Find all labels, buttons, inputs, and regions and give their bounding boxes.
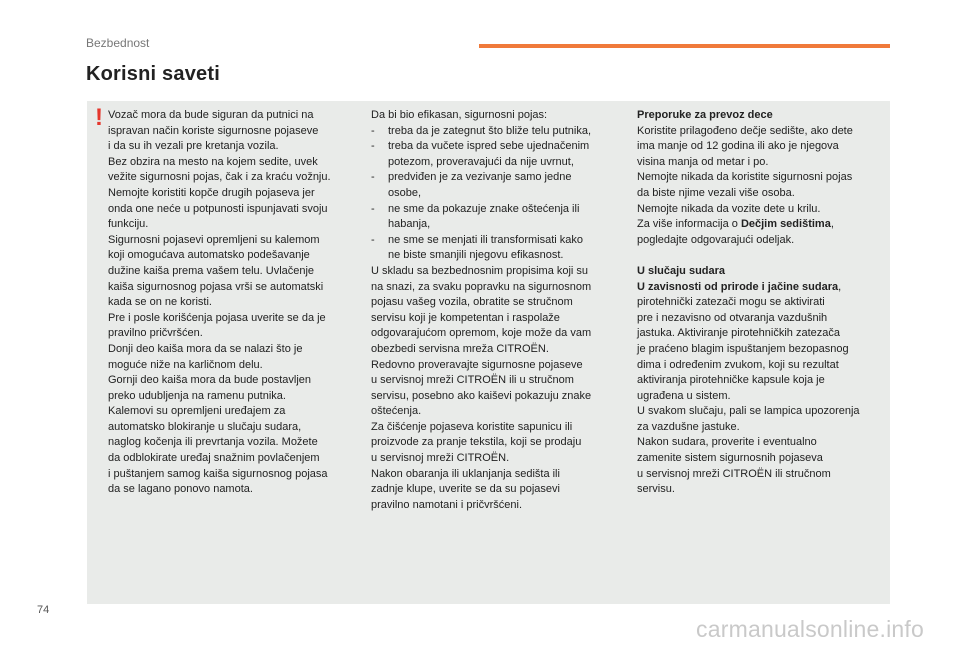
text-line: zamenite sistem sigurnosnih pojaseva bbox=[637, 452, 823, 465]
crash-lead bbox=[637, 280, 882, 296]
page-title: Korisni saveti bbox=[86, 63, 220, 85]
text-line: oštećenja. bbox=[371, 405, 422, 418]
text-line: i da su ih vezali pre kretanja vozila. bbox=[108, 140, 279, 153]
text-line: Za čišćenje pojaseva koristite sapunicu ili bbox=[371, 420, 573, 433]
text-line: dužine kaiša prema vašem telu. Uvlačenje bbox=[108, 264, 315, 277]
bullet-line: potezom, proveravajući da nije uvrnut, bbox=[388, 155, 574, 168]
text-line: Nemojte nikada da vozite dete u krilu. bbox=[637, 202, 821, 215]
bullet-line: treba da je zategnut što bliže telu putnika, bbox=[388, 124, 592, 137]
section-label: Bezbednost bbox=[86, 36, 150, 50]
bullet-item bbox=[371, 139, 621, 170]
bullet-line: treba da vučete ispred sebe ujednačenim bbox=[388, 140, 590, 153]
text-line: na snazi, za svaku popravku na sigurnosnom bbox=[371, 280, 592, 293]
text-line: obezbedi servisna mreža CITROËN. bbox=[371, 342, 549, 355]
column-seat-belt-warning bbox=[108, 108, 358, 498]
text-line: servisu, posebno ako kaiševi pokazuju znake bbox=[371, 389, 592, 402]
text-line: proizvode za pranje tekstila, koji se prodaju bbox=[371, 436, 582, 449]
text-line: Donji deo kaiša mora da se nalazi što je bbox=[108, 342, 303, 355]
bullet-line: predviđen je za vezivanje samo jedne bbox=[388, 171, 572, 184]
subheading-crash: U slučaju sudara bbox=[637, 264, 726, 277]
intro-text: Da bi bio efikasan, sigurnosni pojas: bbox=[371, 109, 548, 121]
text-line: pirotehnički zatezači mogu se aktivirati bbox=[637, 296, 825, 309]
text-line: za vazdušne jastuke. bbox=[637, 420, 740, 433]
text-line: vežite sigurnosni pojas, čak i za kraću vožnju. bbox=[108, 171, 331, 184]
text-line: da se lagano ponovo namota. bbox=[108, 483, 253, 496]
bullet-line: ne sme se menjati ili transformisati kako bbox=[388, 233, 584, 246]
text-line: je praćeno blagim ispuštanjem bezopasnog bbox=[637, 342, 849, 355]
dash-marker: - bbox=[371, 233, 375, 246]
exclamation-warning-icon: ! bbox=[95, 104, 103, 131]
bullet-line: ne sme da pokazuje znake oštećenja ili bbox=[388, 202, 580, 215]
text-line: U skladu sa bezbednosnim propisima koji su bbox=[371, 264, 589, 277]
text-line: Koristite prilagođeno dečje sedište, ako dete bbox=[637, 124, 853, 137]
dash-marker: - bbox=[371, 202, 375, 215]
text-line: onda one neće u potpunosti ispunjavati svoju bbox=[108, 202, 328, 215]
bullet-item bbox=[371, 202, 621, 233]
text-line: i puštanjem samog kaiša sigurnosnog pojasa bbox=[108, 467, 328, 480]
text-line: dima i određenim zvukom, koji su rezultat bbox=[637, 358, 839, 371]
text-line: preko udubljenja na ramenu putnika. bbox=[108, 389, 286, 402]
text-line: automatsko blokiranje u slučaju sudara, bbox=[108, 420, 302, 433]
cross-reference bbox=[637, 217, 882, 233]
text-line: servisu. bbox=[637, 483, 675, 496]
text-line: Nakon obaranja ili uklanjanja sedišta ili bbox=[371, 467, 560, 480]
text-line: Redovno proveravajte sigurnosne pojaseve bbox=[371, 358, 583, 371]
text-line: ugrađena u sistem. bbox=[637, 389, 731, 402]
cross-reference-prefix: Za više informacija o bbox=[637, 218, 741, 231]
text-line: visina manja od metar i po. bbox=[637, 155, 769, 168]
text-line: U svakom slučaju, pali se lampica upozorenja bbox=[637, 405, 860, 418]
text-line: pravilno namotani i pričvršćeni. bbox=[371, 498, 523, 511]
bullet-line: osobe, bbox=[388, 186, 422, 199]
header-accent-rule bbox=[479, 44, 890, 48]
crash-lead-suffix: , bbox=[838, 280, 842, 293]
text-line: Pre i posle korišćenja pojasa uverite se da je bbox=[108, 311, 326, 324]
text-line: kaiša sigurnosnog pojasa vrši se automatski bbox=[108, 280, 324, 293]
text-line: da biste njime vezali više osoba. bbox=[637, 186, 795, 199]
column-children-and-crash bbox=[637, 108, 882, 498]
text-line: kada se on ne koristi. bbox=[108, 296, 212, 309]
text-line: u servisnoj mreži CITROËN ili u stručnom bbox=[371, 374, 574, 387]
text-line: Sigurnosni pojasevi opremljeni su kalemom bbox=[108, 233, 320, 246]
text-line: ispravan način koriste sigurnosne pojaseve bbox=[108, 124, 319, 137]
dash-marker: - bbox=[371, 140, 375, 153]
text-line: funkciju. bbox=[108, 218, 149, 231]
page-number: 74 bbox=[37, 604, 50, 616]
text-line: ima manje od 12 godina ili ako je njegova bbox=[637, 140, 839, 153]
text-line: odgovarajućom opremom, koje može da vam bbox=[371, 327, 592, 340]
text-line: pre i nezavisno od otvaranja vazdušnih bbox=[637, 311, 828, 324]
text-line: aktiviranja pirotehničke kapsule koja je bbox=[637, 374, 825, 387]
subheading-crash-severity: U zavisnosti od prirode i jačine sudara bbox=[637, 280, 839, 293]
subheading-child-transport: Preporuke za prevoz dece bbox=[637, 109, 773, 121]
dash-marker: - bbox=[371, 171, 375, 184]
text-line: Nakon sudara, proverite i eventualno bbox=[637, 436, 817, 449]
bullet-item bbox=[371, 233, 621, 264]
cross-reference-target: Dečjim sedištima bbox=[740, 218, 831, 231]
watermark: carmanualsonline.info bbox=[696, 616, 924, 642]
bullet-line: habanja, bbox=[388, 218, 431, 231]
text-line: u servisnoj mreži CITROËN ili stručnom bbox=[637, 467, 831, 480]
text-line: pojasu vašeg vozila, obratite se stručnom bbox=[371, 296, 573, 309]
text-line: Nemojte nikada da koristite sigurnosni pojas bbox=[637, 171, 853, 184]
bullet-item bbox=[371, 170, 621, 201]
text-line: Kalemovi su opremljeni uređajem za bbox=[108, 405, 286, 418]
bullet-line: ne biste smanjili njegovu efikasnost. bbox=[388, 249, 564, 262]
bullet-item bbox=[371, 124, 621, 140]
text-line: Nemojte koristiti kopče drugih pojaseva jer bbox=[108, 186, 315, 199]
text-line: pogledajte odgovarajući odeljak. bbox=[637, 233, 795, 246]
text-line: pravilno pričvršćen. bbox=[108, 327, 203, 340]
cross-reference-suffix: , bbox=[830, 218, 834, 231]
text-line: naglog kočenja ili prevrtanja vozila. Možete bbox=[108, 436, 318, 449]
text-line: servisu koji je kompetentan i raspolaže bbox=[371, 311, 560, 324]
text-line: zadnje klupe, uverite se da su pojasevi bbox=[371, 483, 560, 496]
text-line: jastuka. Aktiviranje pirotehničkih zatezača bbox=[637, 327, 840, 340]
text-line: u servisnoj mreži CITROËN. bbox=[371, 452, 510, 465]
column-belt-requirements bbox=[371, 108, 621, 513]
text-line: moguće niže na karličnom delu. bbox=[108, 358, 263, 371]
text-line: Gornji deo kaiša mora da bude postavljen bbox=[108, 374, 312, 387]
text-line: Vozač mora da bude siguran da putnici na bbox=[108, 109, 314, 121]
dash-marker: - bbox=[371, 124, 375, 137]
text-line: Bez obzira na mesto na kojem sedite, uvek bbox=[108, 155, 318, 168]
text-line: da odblokirate uređaj snažnim povlačenjem bbox=[108, 452, 320, 465]
text-line: koji omogućava automatsko podešavanje bbox=[108, 249, 310, 262]
